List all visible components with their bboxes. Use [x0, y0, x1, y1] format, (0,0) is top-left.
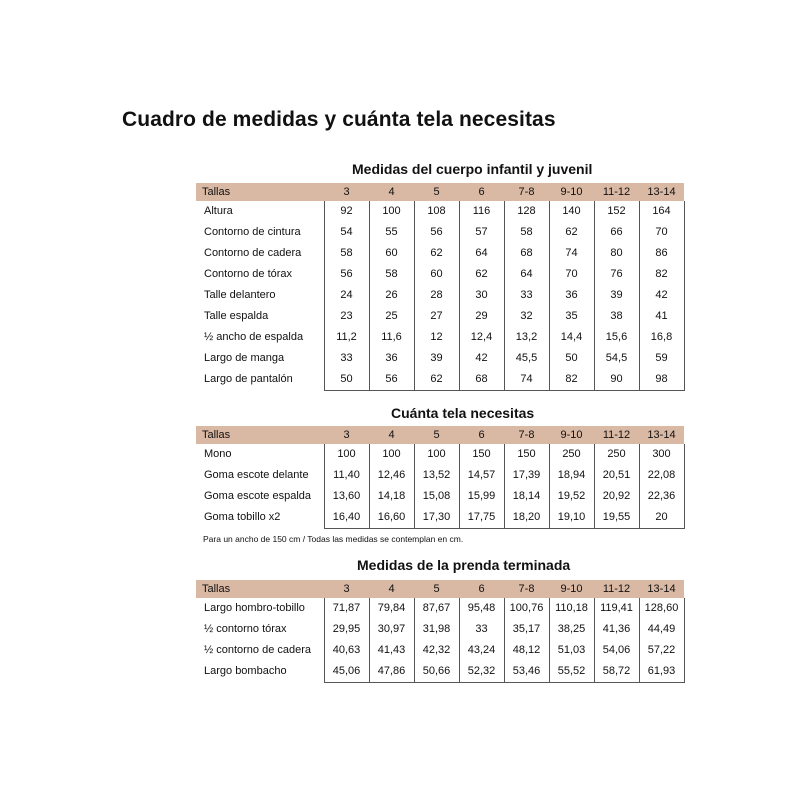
header-row	[196, 183, 684, 201]
table-cell: 98	[639, 369, 684, 391]
table-cell: 54	[324, 222, 369, 243]
table-cell: 56	[369, 369, 414, 391]
size-header: 9-10	[560, 186, 583, 198]
row-label: Talle delantero	[204, 289, 276, 301]
size-header: 5	[433, 583, 440, 595]
table-cell: 42,32	[414, 640, 459, 661]
size-header: 7-8	[518, 583, 535, 595]
table-cell: 108	[414, 201, 459, 222]
table-row	[196, 619, 684, 640]
table-cell: 28	[414, 285, 459, 306]
table-cell: 56	[414, 222, 459, 243]
table-cell: 82	[639, 264, 684, 285]
table-cell: 92	[324, 201, 369, 222]
size-header: 7-8	[518, 429, 535, 441]
size-header: 3	[343, 583, 350, 595]
table-cell: 50	[324, 369, 369, 391]
table-cell: 16,60	[369, 507, 414, 529]
row-label: Goma tobillo x2	[204, 511, 281, 524]
table-cell: 29,95	[324, 619, 369, 640]
table-cell: 45,5	[504, 348, 549, 369]
table-cell: 14,18	[369, 486, 414, 507]
table-title-fabric-needed: Cuánta tela necesitas	[391, 405, 535, 421]
table-cell: 57,22	[639, 640, 684, 661]
table-title-finished-garment: Medidas de la prenda terminada	[357, 557, 571, 573]
row-label: Largo bombacho	[204, 665, 287, 678]
table-cell: 12	[414, 327, 459, 348]
size-header: 5	[433, 186, 440, 198]
row-label: Goma escote delante	[204, 469, 309, 481]
table-cell: 100	[414, 444, 459, 465]
table-cell: 62	[414, 243, 459, 264]
table-cell: 164	[639, 201, 684, 222]
table-cell: 29	[459, 306, 504, 327]
size-header: 13-14	[647, 186, 676, 198]
size-header: 6	[478, 429, 485, 441]
table-row	[196, 201, 684, 222]
table-cell: 20,51	[594, 465, 639, 486]
size-header: 11-12	[602, 583, 631, 595]
table-cell: 76	[594, 264, 639, 285]
fabric-note: Para un ancho de 150 cm / Todas las medidas se contemplan en cm.	[203, 534, 464, 544]
table-cell: 31,98	[414, 619, 459, 640]
table-cell: 60	[369, 243, 414, 264]
table-row	[196, 507, 684, 529]
table-cell: 24	[324, 285, 369, 306]
table-cell: 14,4	[549, 327, 594, 348]
row-label: Altura	[204, 205, 233, 217]
table-cell: 27	[414, 306, 459, 327]
table-cell: 58,72	[594, 661, 639, 683]
table-cell: 20	[639, 507, 684, 529]
table-cell: 52,32	[459, 661, 504, 683]
row-label: Largo hombro-tobillo	[204, 602, 305, 614]
table-cell: 30	[459, 285, 504, 306]
table-cell: 40,63	[324, 640, 369, 661]
table-row	[196, 306, 684, 327]
table-cell: 50,66	[414, 661, 459, 683]
table-row	[196, 444, 684, 465]
size-header: 4	[388, 429, 395, 441]
table-row	[196, 285, 684, 306]
table-cell: 33	[324, 348, 369, 369]
table-cell: 60	[414, 264, 459, 285]
header-row	[196, 580, 684, 598]
table-cell: 58	[504, 222, 549, 243]
table-cell: 11,2	[324, 327, 369, 348]
size-header: 13-14	[647, 429, 676, 441]
table-cell: 62	[549, 222, 594, 243]
table-cell: 38,25	[549, 619, 594, 640]
table-cell: 59	[639, 348, 684, 369]
table-cell: 30,97	[369, 619, 414, 640]
table-row	[196, 222, 684, 243]
size-header: 11-12	[602, 186, 631, 198]
row-label: Contorno de tórax	[204, 268, 293, 280]
table-cell: 150	[459, 444, 504, 465]
row-label: Contorno de cintura	[204, 226, 301, 238]
table-cell: 61,93	[639, 661, 684, 683]
table-cell: 35,17	[504, 619, 549, 640]
size-header: 6	[478, 583, 485, 595]
table-cell: 41,36	[594, 619, 639, 640]
table-row	[196, 264, 684, 285]
header-row	[196, 426, 684, 444]
table-cell: 39	[594, 285, 639, 306]
table-cell: 33	[459, 619, 504, 640]
table-cell: 300	[639, 444, 684, 465]
table-cell: 16,8	[639, 327, 684, 348]
table-row	[196, 243, 684, 264]
row-label: Contorno de cadera	[204, 247, 302, 259]
table-cell: 119,41	[594, 598, 639, 619]
table-cell: 15,6	[594, 327, 639, 348]
table-cell: 16,40	[324, 507, 369, 529]
table-cell: 58	[369, 264, 414, 285]
table-cell: 43,24	[459, 640, 504, 661]
size-header: 5	[433, 429, 440, 441]
table-cell: 82	[549, 369, 594, 391]
table-cell: 62	[459, 264, 504, 285]
table-row	[196, 486, 684, 507]
size-header: 9-10	[560, 429, 583, 441]
table-cell: 23	[324, 306, 369, 327]
row-label: Mono	[204, 448, 232, 460]
table-cell: 19,10	[549, 507, 594, 529]
table-cell: 74	[549, 243, 594, 264]
table-cell: 71,87	[324, 598, 369, 619]
table-cell: 70	[549, 264, 594, 285]
table-cell: 68	[504, 243, 549, 264]
table-cell: 66	[594, 222, 639, 243]
table-cell: 90	[594, 369, 639, 391]
table-cell: 22,36	[639, 486, 684, 507]
body-measurements-table	[196, 183, 685, 391]
table-cell: 11,40	[324, 465, 369, 486]
table-cell: 64	[504, 264, 549, 285]
table-cell: 152	[594, 201, 639, 222]
table-cell: 17,30	[414, 507, 459, 529]
table-cell: 38	[594, 306, 639, 327]
table-cell: 36	[369, 348, 414, 369]
row-label: Largo de pantalón	[204, 373, 293, 386]
row-label: Goma escote espalda	[204, 490, 312, 502]
table-cell: 35	[549, 306, 594, 327]
table-cell: 20,92	[594, 486, 639, 507]
table-cell: 79,84	[369, 598, 414, 619]
table-cell: 42	[459, 348, 504, 369]
table-cell: 17,75	[459, 507, 504, 529]
table-cell: 54,06	[594, 640, 639, 661]
table-cell: 95,48	[459, 598, 504, 619]
table-row	[196, 327, 684, 348]
table-cell: 87,67	[414, 598, 459, 619]
table-cell: 12,4	[459, 327, 504, 348]
table-cell: 22,08	[639, 465, 684, 486]
table-cell: 55	[369, 222, 414, 243]
table-cell: 13,60	[324, 486, 369, 507]
table-cell: 13,2	[504, 327, 549, 348]
table-cell: 86	[639, 243, 684, 264]
table-cell: 14,57	[459, 465, 504, 486]
table-cell: 41	[639, 306, 684, 327]
finished-garment-table	[196, 580, 685, 683]
sizes-header-label: Tallas	[202, 429, 231, 441]
table-cell: 51,03	[549, 640, 594, 661]
table-cell: 74	[504, 369, 549, 391]
table-cell: 19,52	[549, 486, 594, 507]
table-cell: 58	[324, 243, 369, 264]
table-cell: 100,76	[504, 598, 549, 619]
table-cell: 36	[549, 285, 594, 306]
table-cell: 12,46	[369, 465, 414, 486]
table-cell: 48,12	[504, 640, 549, 661]
table-cell: 128,60	[639, 598, 684, 619]
table-cell: 25	[369, 306, 414, 327]
table-cell: 18,14	[504, 486, 549, 507]
size-header: 6	[478, 186, 485, 198]
table-cell: 140	[549, 201, 594, 222]
table-cell: 33	[504, 285, 549, 306]
size-header: 4	[388, 186, 395, 198]
size-header: 7-8	[518, 186, 535, 198]
table-cell: 64	[459, 243, 504, 264]
table-cell: 45,06	[324, 661, 369, 683]
table-cell: 128	[504, 201, 549, 222]
table-cell: 42	[639, 285, 684, 306]
table-cell: 100	[369, 444, 414, 465]
table-cell: 54,5	[594, 348, 639, 369]
table-row	[196, 465, 684, 486]
table-row	[196, 640, 684, 661]
size-header: 11-12	[602, 429, 631, 441]
table-cell: 55,52	[549, 661, 594, 683]
size-header: 9-10	[560, 583, 583, 595]
table-row	[196, 369, 684, 391]
table-cell: 250	[549, 444, 594, 465]
table-cell: 100	[324, 444, 369, 465]
sizes-header-label: Tallas	[202, 186, 231, 198]
table-cell: 18,94	[549, 465, 594, 486]
table-cell: 70	[639, 222, 684, 243]
size-header: 3	[343, 186, 350, 198]
table-cell: 17,39	[504, 465, 549, 486]
table-cell: 80	[594, 243, 639, 264]
table-cell: 15,08	[414, 486, 459, 507]
table-cell: 47,86	[369, 661, 414, 683]
size-header: 13-14	[647, 583, 676, 595]
table-row	[196, 348, 684, 369]
table-cell: 32	[504, 306, 549, 327]
table-cell: 110,18	[549, 598, 594, 619]
row-label: ½ contorno de cadera	[204, 644, 312, 656]
table-cell: 44,49	[639, 619, 684, 640]
table-title-body-measurements: Medidas del cuerpo infantil y juvenil	[352, 161, 593, 177]
table-row	[196, 661, 684, 683]
table-cell: 19,55	[594, 507, 639, 529]
row-label: Talle espalda	[204, 310, 269, 322]
size-header: 3	[343, 429, 350, 441]
table-cell: 26	[369, 285, 414, 306]
row-label: ½ ancho de espalda	[204, 331, 304, 343]
row-label: Largo de manga	[204, 352, 285, 364]
table-cell: 18,20	[504, 507, 549, 529]
size-header: 4	[388, 583, 395, 595]
table-row	[196, 598, 684, 619]
table-cell: 116	[459, 201, 504, 222]
row-label: ½ contorno tórax	[204, 623, 287, 635]
sizes-header-label: Tallas	[202, 583, 231, 595]
table-cell: 57	[459, 222, 504, 243]
table-cell: 50	[549, 348, 594, 369]
table-cell: 15,99	[459, 486, 504, 507]
table-cell: 56	[324, 264, 369, 285]
table-cell: 62	[414, 369, 459, 391]
table-cell: 53,46	[504, 661, 549, 683]
table-cell: 13,52	[414, 465, 459, 486]
table-cell: 150	[504, 444, 549, 465]
table-cell: 68	[459, 369, 504, 391]
table-cell: 250	[594, 444, 639, 465]
page-title: Cuadro de medidas y cuánta tela necesitas	[122, 108, 556, 131]
table-cell: 11,6	[369, 327, 414, 348]
table-cell: 100	[369, 201, 414, 222]
table-cell: 39	[414, 348, 459, 369]
fabric-needed-table	[196, 426, 685, 529]
table-cell: 41,43	[369, 640, 414, 661]
